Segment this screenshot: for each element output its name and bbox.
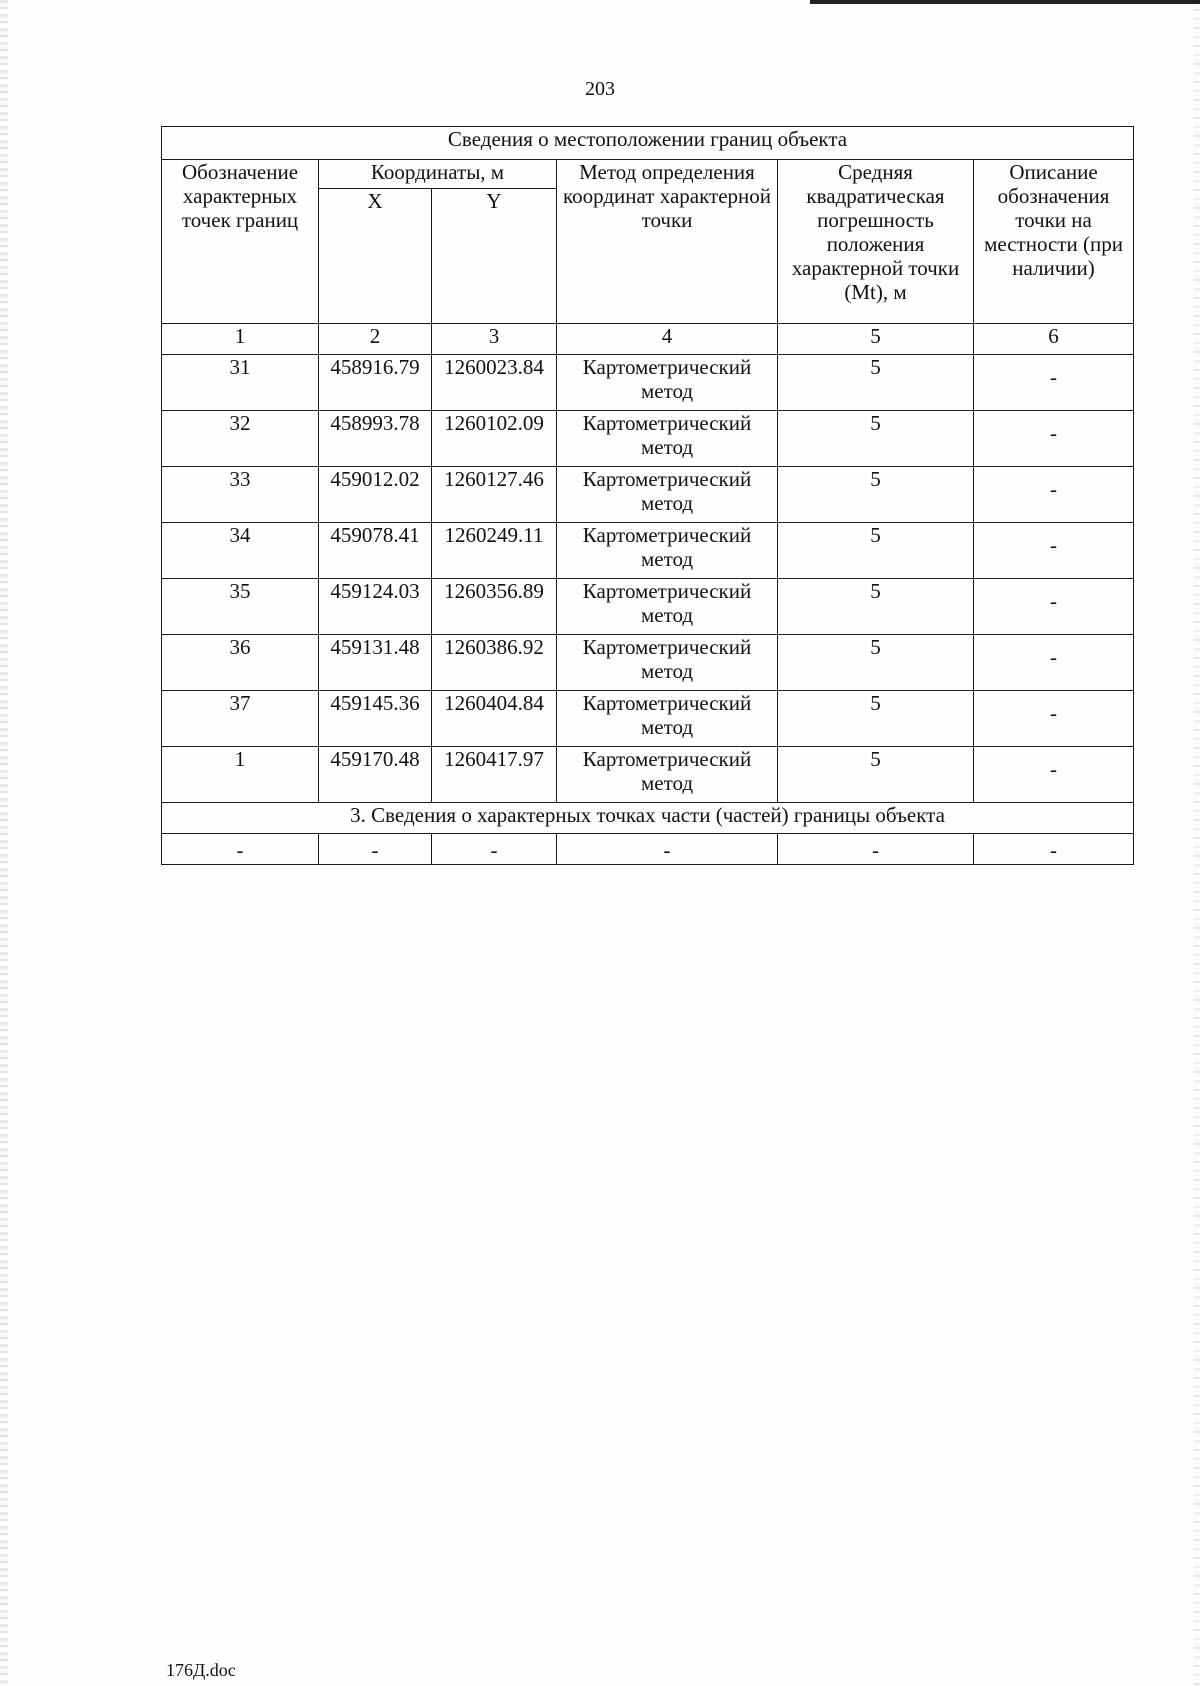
description-cell <box>974 635 1134 691</box>
column-number: 6 <box>974 324 1134 355</box>
section-3-empty-row <box>162 834 1134 865</box>
description-cell <box>974 467 1134 523</box>
point-cell: 37 <box>162 691 319 747</box>
description-cell <box>974 523 1134 579</box>
method-cell: Картометрический метод <box>557 579 778 635</box>
header-description: Описание обозначения точки на местности (при наличии) <box>974 160 1134 324</box>
footer-file-name: 176Д.doc <box>166 1660 236 1680</box>
description-cell <box>974 579 1134 635</box>
description-value: - <box>1050 365 1058 389</box>
x-cell: 459145.36 <box>319 691 432 747</box>
point-cell: 1 <box>162 747 319 803</box>
empty-dash: - <box>1050 838 1058 862</box>
error-cell: 5 <box>778 635 974 691</box>
description-cell <box>974 355 1134 411</box>
table-title: Сведения о местоположении границ объекта <box>162 127 1134 160</box>
section-3-row <box>162 803 1134 834</box>
description-value: - <box>1050 757 1058 781</box>
empty-cell <box>319 834 432 865</box>
x-cell: 459078.41 <box>319 523 432 579</box>
point-cell: 35 <box>162 579 319 635</box>
point-cell: 34 <box>162 523 319 579</box>
empty-dash: - <box>663 838 671 862</box>
page-number: 203 <box>585 78 615 100</box>
empty-cell <box>557 834 778 865</box>
method-cell: Картометрический метод <box>557 691 778 747</box>
header-method: Метод определения координат характерной точки <box>557 160 778 324</box>
method-cell: Картометрический метод <box>557 355 778 411</box>
table-row <box>162 355 1134 411</box>
empty-cell <box>432 834 557 865</box>
x-cell: 458993.78 <box>319 411 432 467</box>
x-cell: 459012.02 <box>319 467 432 523</box>
method-cell: Картометрический метод <box>557 747 778 803</box>
point-cell: 31 <box>162 355 319 411</box>
header-x: X <box>319 189 432 324</box>
y-cell: 1260127.46 <box>432 467 557 523</box>
column-number: 5 <box>778 324 974 355</box>
column-numbers-row <box>162 324 1134 355</box>
header-error: Средняя квадратическая погрешность положения характерной точки (Mt), м <box>778 160 974 324</box>
column-number: 3 <box>432 324 557 355</box>
error-cell: 5 <box>778 355 974 411</box>
point-cell: 36 <box>162 635 319 691</box>
top-rule <box>810 0 1200 4</box>
x-cell: 458916.79 <box>319 355 432 411</box>
error-cell: 5 <box>778 411 974 467</box>
table-row <box>162 579 1134 635</box>
table-title-row <box>162 127 1134 160</box>
description-value: - <box>1050 645 1058 669</box>
description-value: - <box>1050 589 1058 613</box>
header-designation: Обозначение характерных точек границ <box>162 160 319 324</box>
method-cell: Картометрический метод <box>557 523 778 579</box>
header-row-1 <box>162 160 1134 189</box>
table-row <box>162 411 1134 467</box>
y-cell: 1260023.84 <box>432 355 557 411</box>
empty-dash: - <box>371 838 379 862</box>
x-cell: 459124.03 <box>319 579 432 635</box>
y-cell: 1260404.84 <box>432 691 557 747</box>
error-cell: 5 <box>778 691 974 747</box>
point-cell: 33 <box>162 467 319 523</box>
method-cell: Картометрический метод <box>557 411 778 467</box>
column-number: 2 <box>319 324 432 355</box>
table-row <box>162 747 1134 803</box>
empty-cell <box>778 834 974 865</box>
y-cell: 1260102.09 <box>432 411 557 467</box>
column-number: 4 <box>557 324 778 355</box>
error-cell: 5 <box>778 579 974 635</box>
y-cell: 1260386.92 <box>432 635 557 691</box>
error-cell: 5 <box>778 467 974 523</box>
description-value: - <box>1050 477 1058 501</box>
table-row <box>162 691 1134 747</box>
method-cell: Картометрический метод <box>557 467 778 523</box>
table-row <box>162 467 1134 523</box>
scan-edge-left <box>0 0 8 1686</box>
table-row <box>162 635 1134 691</box>
empty-dash: - <box>872 838 879 862</box>
description-value: - <box>1050 421 1058 445</box>
y-cell: 1260249.11 <box>432 523 557 579</box>
section-3-title: 3. Сведения о характерных точках части (частей) границы объекта <box>162 803 1134 834</box>
description-cell <box>974 411 1134 467</box>
column-number: 1 <box>162 324 319 355</box>
method-cell: Картометрический метод <box>557 635 778 691</box>
scan-edge-right <box>1194 0 1200 1686</box>
point-cell: 32 <box>162 411 319 467</box>
description-cell <box>974 691 1134 747</box>
empty-dash: - <box>236 838 244 862</box>
y-cell: 1260417.97 <box>432 747 557 803</box>
error-cell: 5 <box>778 747 974 803</box>
x-cell: 459170.48 <box>319 747 432 803</box>
empty-cell <box>162 834 319 865</box>
error-cell: 5 <box>778 523 974 579</box>
description-value: - <box>1050 701 1058 725</box>
boundary-table <box>161 126 1134 865</box>
table-row <box>162 523 1134 579</box>
description-cell <box>974 747 1134 803</box>
description-value: - <box>1050 533 1058 557</box>
header-y: Y <box>432 189 557 324</box>
x-cell: 459131.48 <box>319 635 432 691</box>
y-cell: 1260356.89 <box>432 579 557 635</box>
empty-cell <box>974 834 1134 865</box>
empty-dash: - <box>490 838 498 862</box>
header-coordinates: Координаты, м <box>319 160 557 189</box>
